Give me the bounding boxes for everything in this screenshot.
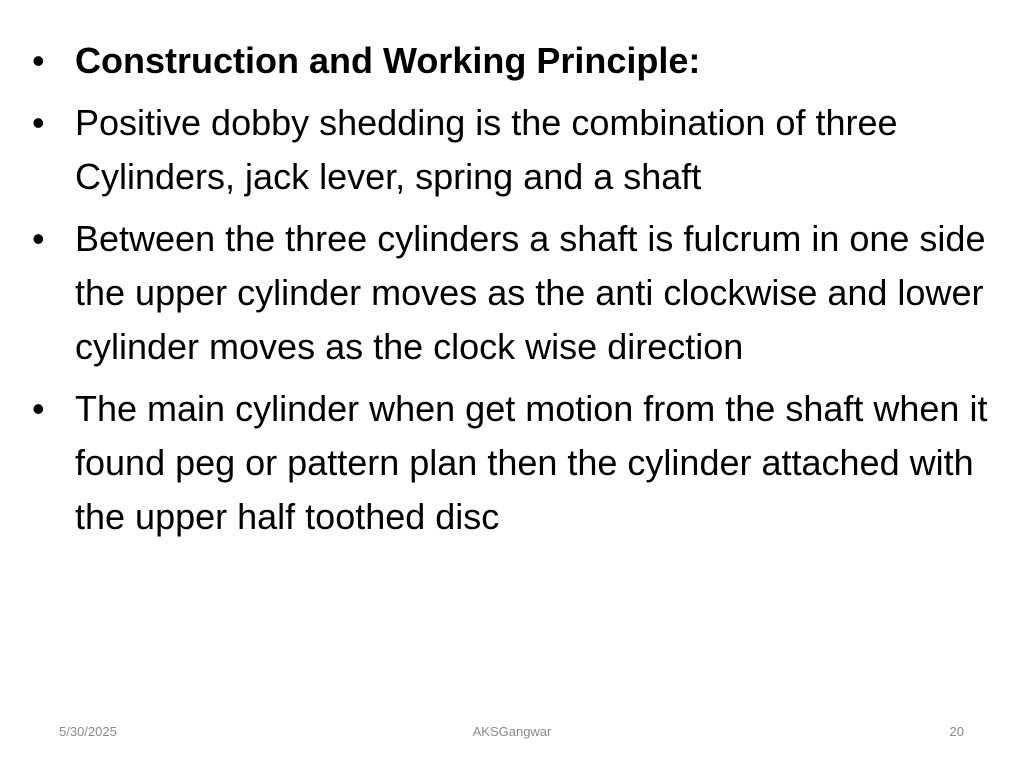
bullet-text: Positive dobby shedding is the combination of three Cylinders, jack lever, spring and a shaft xyxy=(75,102,898,197)
bullet-item xyxy=(32,382,992,544)
bullet-icon: • xyxy=(32,388,45,429)
bullet-item-heading xyxy=(32,34,992,88)
bullet-icon: • xyxy=(32,218,45,259)
footer-page-number: 20 xyxy=(949,724,964,739)
bullet-text: The main cylinder when get motion from the shaft when it found peg or pattern plan then the cylinder attached with the upper half toothed disc xyxy=(75,388,988,537)
bullet-item xyxy=(32,96,992,204)
bullet-item xyxy=(32,212,992,374)
bullet-text: Construction and Working Principle: xyxy=(75,40,701,81)
bullet-list xyxy=(32,34,992,552)
footer-author: AKSGangwar xyxy=(472,724,552,739)
bullet-icon: • xyxy=(32,40,45,81)
bullet-icon: • xyxy=(32,102,45,143)
bullet-text: Between the three cylinders a shaft is fulcrum in one side the upper cylinder moves as the anti clockwise and lower cylinder moves as the clock wise direction xyxy=(75,218,986,367)
footer-date: 5/30/2025 xyxy=(59,724,117,739)
